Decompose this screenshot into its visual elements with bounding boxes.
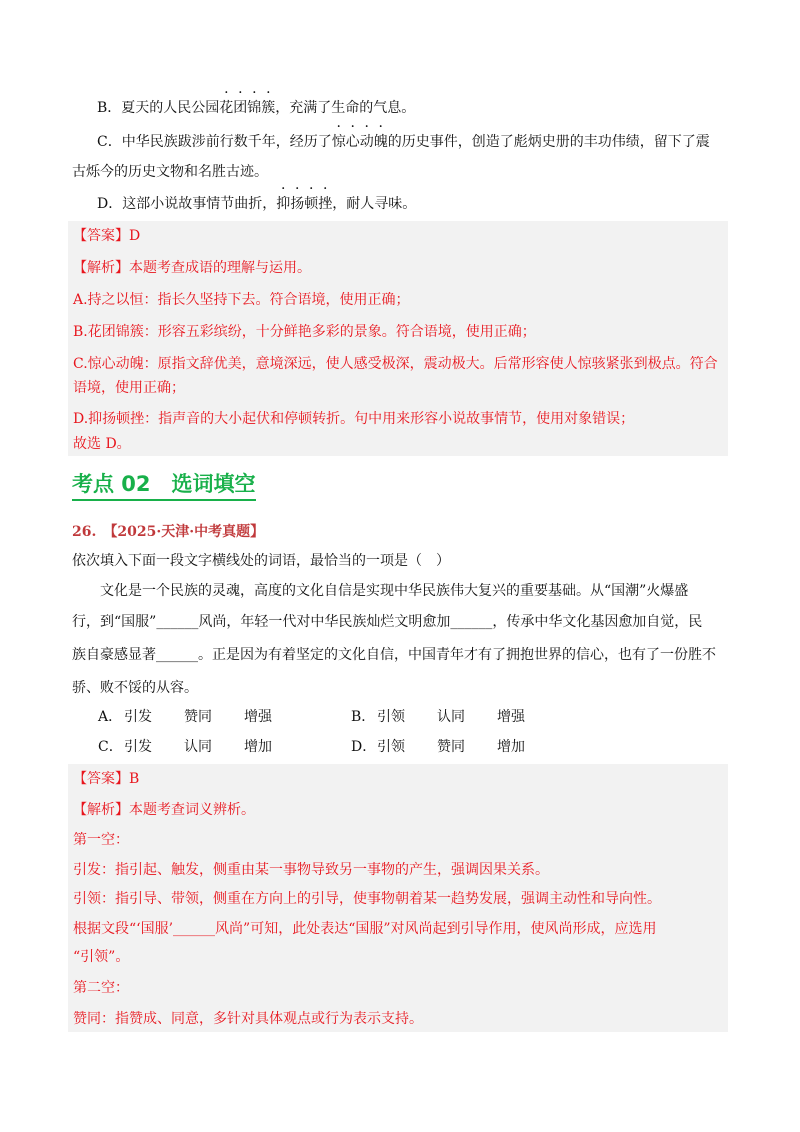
choice-a-word2: 赞同 [184, 709, 212, 725]
choice-b-word3: 增强 [497, 709, 525, 725]
option-b [97, 98, 415, 118]
analysis-2-line-3: 引领：指引导、带领，侧重在方向上的引导，使事物朝着某一趋势发展，强调主动性和导向性。 [73, 891, 661, 907]
analysis-1-line-2: B.花团锦簇：形容五彩缤纷，十分鲜艳多彩的景象。符合语境，使用正确； [73, 324, 536, 340]
option-b-pre: B．夏天的人民公园 [97, 100, 220, 116]
choice-b-word2: 认同 [437, 709, 465, 725]
analysis-1-line-3: C.惊心动魄：原指文辞优美，意境深远，使人感受极深，震动极大。后常形容使人惊骇紧张到极点。符合 [73, 356, 718, 372]
answer-1-label: 【答案】D [73, 228, 141, 244]
choice-c-word3: 增加 [244, 739, 272, 755]
emphasis-char: 团 [233, 100, 248, 116]
passage-line-1: 行，到“国服”______风尚，年轻一代对中华民族灿烂文明愈加______，传承中华文化基因愈加自觉，民 [72, 614, 703, 630]
analysis-1-line-1: A.持之以恒：指长久坚持下去。符合语境，使用正确； [73, 292, 410, 308]
emphasis-char: 惊 [331, 134, 346, 150]
answer-2-label: 【答案】B [73, 771, 140, 787]
analysis-2-line-7: 赞同：指赞成、同意，多针对具体观点或行为表示支持。 [73, 1011, 423, 1027]
choice-a-word3: 增强 [244, 709, 272, 725]
choice-d-letter: D． [351, 739, 377, 755]
choice-a [98, 707, 272, 727]
option-c-pre: C．中华民族跋涉前行数千年，经历了 [97, 134, 332, 150]
choice-a-word1: 引发 [124, 709, 152, 725]
choice-d [351, 737, 525, 757]
emphasis-char: 抑 [276, 196, 291, 212]
passage-line-3: 骄、败不馁的从容。 [72, 680, 198, 696]
emphasis-char: 簇 [261, 100, 276, 116]
emphasis-char: 心 [345, 134, 360, 150]
analysis-2-line-6: 第二空： [73, 980, 129, 996]
choice-c-letter: C． [98, 739, 123, 755]
option-c-line2: 古烁今的历史文物和名胜古迹。 [72, 164, 268, 180]
choice-d-word3: 增加 [497, 739, 525, 755]
option-d-pre: D．这部小说故事情节曲折， [97, 196, 277, 212]
option-c-dotted-word [332, 134, 388, 150]
option-d-dotted-word [276, 196, 332, 212]
choice-a-letter: A． [98, 709, 123, 725]
passage-line-2: 族自豪感显著______。正是因为有着坚定的文化自信，中国青年才有了拥抱世界的信心，也有了一份胜不 [72, 647, 716, 663]
choice-b-letter: B． [351, 709, 376, 725]
emphasis-char: 扬 [290, 196, 305, 212]
analysis-1-line-0: 【解析】本题考查成语的理解与运用。 [73, 260, 311, 276]
choice-c-word1: 引发 [124, 739, 152, 755]
option-b-post: ，充满了生命的气息。 [275, 100, 416, 116]
choice-c-word2: 认同 [184, 739, 212, 755]
question-number-source: 26. 【2025·天津·中考真题】 [72, 524, 265, 540]
analysis-2-line-4: 根据文段“‘国服’______风尚”可知，此处表达“国服”对风尚起到引导作用，使风尚形成，应选用 [73, 921, 657, 937]
analysis-2-line-0: 【解析】本题考查词义辨析。 [73, 802, 255, 818]
option-c-post: 的历史事件，创造了彪炳史册的丰功伟绩，留下了震 [387, 134, 710, 150]
option-b-dotted-word [219, 100, 275, 116]
emphasis-char: 顿 [304, 196, 319, 212]
choice-b-word1: 引领 [377, 709, 405, 725]
choice-d-word2: 赞同 [437, 739, 465, 755]
emphasis-char: 动 [359, 134, 374, 150]
section-heading: 考点 02 选词填空 [72, 469, 256, 501]
choice-c [98, 737, 272, 757]
analysis-2-line-1: 第一空： [73, 832, 129, 848]
emphasis-char: 魄 [373, 134, 388, 150]
emphasis-char: 花 [219, 100, 234, 116]
emphasis-char: 挫 [318, 196, 333, 212]
option-c-line1 [97, 132, 710, 152]
option-d-post: ，耐人寻味。 [332, 196, 417, 212]
analysis-2-line-5: “引领”。 [73, 949, 130, 965]
option-d [97, 194, 416, 214]
choice-b [351, 707, 525, 727]
analysis-1-line-4: 语境，使用正确； [73, 380, 185, 396]
analysis-2-line-2: 引发：指引起、触发，侧重由某一事物导致另一事物的产生，强调因果关系。 [73, 862, 549, 878]
choice-d-word1: 引领 [377, 739, 405, 755]
question-prompt: 依次填入下面一段文字横线处的词语，最恰当的一项是（ ） [72, 553, 450, 569]
analysis-1-line-5: D.抑扬顿挫：指声音的大小起伏和停顿转折。句中用来形容小说故事情节，使用对象错误； [73, 411, 635, 427]
emphasis-char: 锦 [247, 100, 262, 116]
analysis-1-line-6: 故选 D。 [73, 436, 131, 452]
passage-line-0: 文化是一个民族的灵魂，高度的文化自信是实现中华民族伟大复兴的重要基础。从“国潮”火爆盛 [100, 583, 689, 599]
